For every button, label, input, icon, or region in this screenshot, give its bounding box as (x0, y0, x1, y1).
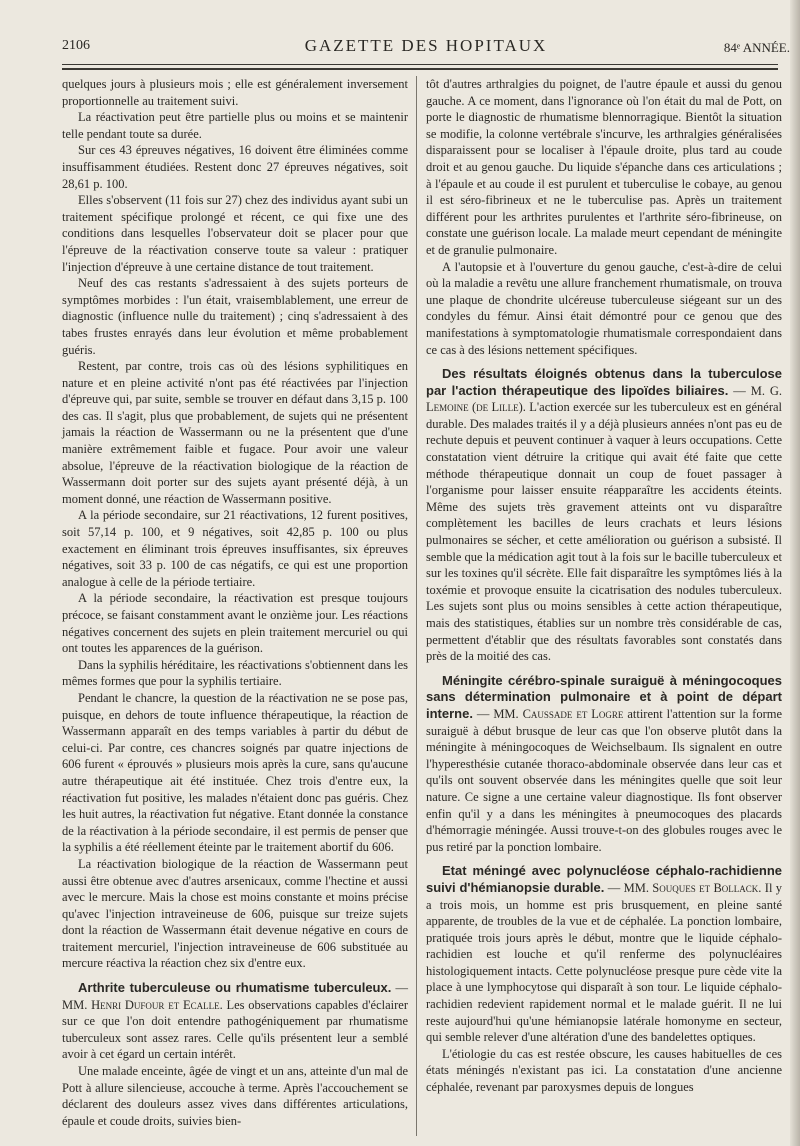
paragraph: Neuf des cas restants s'adressaient à des sujets porteurs de symptômes morbides : l'un était, vraisemblablement, une erreur de diagnostic (influence nulle du traitement) ; cinq s'adressaient à des tabes frustes enrayés dans leur évolution et même probablement guéris. (62, 276, 408, 357)
section-body: Il y a trois mois, un homme est pris brusquement, en pleine santé apparente, de troubles de la vue et de céphalée. La ponction lombaire, pratiquée trois jours après le début, montre que le liquide céphalo-rachidien est louche et qu'il renferme des polynucléaires histologiquement intacts. Cette polynucléose presque pure cède vite la place à une lymphocytose qui disparaît à son tour. Le liquide céphalo-rachidien redevient rapidement normal et le malade guérit. Il ne lui reste aujourd'hui qu'une hémianopsie latérale homonyme en secteur, qui semble relever d'une altération d'une des bandelettes optiques. (426, 880, 783, 1045)
section-arthrite: Arthrite tuberculeuse ou rhumatisme tuberculeux. — MM. Henri Dufour et Ecalle. Les observations capables d'éclairer sur ce que l'on doit entendre pathogéniquement par rhumatisme tuberculeux sont assez rares. Celle qu'ils présentent leur a semblé avoir à cet égard un certain intérêt. (62, 980, 408, 1062)
section-heading: Etat méningé avec polynucléose céphalo-rachidienne suivi d'hémianopsie durable. (426, 863, 782, 895)
paragraph: Une malade enceinte, âgée de vingt et un ans, atteinte d'un mal de Pott à allure silencieuse, accouche à terme. Après l'accouchement se déclarent des douleurs assez vives dans différentes articulations, épaule et coude droits, suivies bien- (62, 1064, 408, 1128)
paragraph: A la période secondaire, la réactivation est presque toujours précoce, se faisant constamment avant le onzième jour. Les réactions négatives concernent des sujets en plein traitement mercuriel ou qui ont toutes les apparences de la guérison. (62, 591, 408, 656)
paragraph: Restent, par contre, trois cas où des lésions syphilitiques en nature et en pleine activité n'ont pas été réactivées par l'injection d'épreuve qui, par suite, semble se trouver en défaut dans 3,15 p. 100 des cas. Il s'agit, plus que probablement, de sujets qui ne présentent jamais la réaction de Wassermann ou ne la présentent que d'une manière extrêmement faible et fugace. Pour avoir une valeur absolue, l'épreuve de la réactivation biologique de la réaction de Wassermann doit porter sur des sujets ayant présenté déjà, à un moment donné, une réaction de Wassermann positive. (62, 359, 408, 506)
section-body: L'action exercée sur les tuberculeux est en général durable. Des malades traités il y a déjà plusieurs années n'ont pas eu de rechute depuis et peuvent continuer à vaquer à leurs occupations. Cette constatation vient détruire la critique qui avait été faite que cette méthode thérapeutique donnait un coup de fouet passager à l'organisme pour laisser ensuite réapparaître les accidents éteints. Même des sujets très gravement atteints ont vu disparaître complètement les bacilles de leurs crachats et leurs lésions pulmonaires se sécher, et cette amélioration ou guérison a subsisté. Il semble que la médication agit tout à la fois sur le bacille tuberculeux et sur les toxines qu'il sécrète. Elle fait disparaître les symptômes liés à la toxémie et provoque ensuite la cicatrisation des nodules tuberculeux. Les sujets sont plus ou moins sensibles à cette action thérapeutique, mais des statistiques, établies sur un nombre très considérable de cas, permettent d'établir que des résultats favorables sont constatés dans près de la moitié des cas. (426, 400, 782, 664)
section-authors: MM. Henri Dufour et Ecalle. (62, 997, 223, 1012)
paragraph: tôt d'autres arthralgies du poignet, de l'autre épaule et aussi du genou gauche. A ce moment, dans l'ignorance où l'on était du mal de Pott, on porte le diagnostic de rhumatisme blennorragique. Bientôt la situation se modifie, la colonne vertébrale s'incurve, les arthralgies généralisées disparaissent pour se localiser à l'épaule droite, plus tard au coude droit et au genou gauche. Du liquide s'épanche dans ces articulations ; à l'épaule et au coude il est purulent et tuberculise le cobaye, au genou il est séro-fibrineux et ne le tuberculise pas. Après un traitement différent pour les arthrites purulentes et l'arthrite séro-fibrineuse, on constate une guérison locale. La malade meurt cependant de méningite et de granulie pulmonaire. (426, 77, 782, 257)
section-authors: MM. Caussade et Logre (493, 706, 624, 721)
section-authors: MM. Souques et Bollack. (623, 880, 762, 895)
running-header (62, 34, 790, 60)
journal-title: GAZETTE DES HOPITAUX (304, 36, 548, 55)
section-authors: M. G. Lemoine (de Lille). (426, 383, 782, 415)
paragraph: Elles s'observent (11 fois sur 27) chez des individus ayant subi un traitement spécifique prolongé et récent, ce qui fixe une des conditions dans lesquelles l'observateur doit se placer pour que l'épreuve de la réactivation conserve toute sa valeur : pratiquer l'injection d'épreuve à une certaine distance de tout traitement. (62, 193, 408, 274)
volume-year: 84ᵉ ANNÉE. (723, 40, 790, 55)
section-heading: Des résultats éloignés obtenus dans la tuberculose par l'action thérapeutique des lipoïdes biliaires. (426, 366, 782, 398)
section-body: attirent l'attention sur la forme suraiguë à début brusque de leur cas que l'on observe plutôt dans la méningite à méningocoques de Weichselbaum. Ils signalent en outre l'hyperesthésie cutanée thoraco-abdominale observée dans leur cas et qu'ils ont souvent observée dans les méningites quelle que soit leur nature. Ce signe a une certaine valeur diagnostique. Ils font observer enfin qu'il y a dans les méningites à pneumocoques des placards d'hémorragie méningée. Aussi trouve-t-on des globules rouges avec le pus retiré par la ponction lombaire. (426, 706, 783, 854)
page-edge-shadow (790, 0, 800, 1146)
section-body: Les observations capables d'éclairer sur ce que l'on doit entendre pathogéniquement par rhumatisme tuberculeux sont assez rares. Celle qu'ils présentent leur a semblé avoir à cet égard un certain intérêt. (62, 997, 408, 1062)
section-etat-meninge: Etat méningé avec polynucléose céphalo-rachidienne suivi d'hémianopsie durable. — MM. Souques et Bollack. Il y a trois mois, un homme est pris brusquement, en pleine santé apparente, de troubles de la vue et de céphalée. La ponction lombaire, pratiquée trois jours après le début, montre que le liquide céphalo-rachidien est louche et qu'il renferme des polynucléaires histologiquement intacts. Cette polynucléose presque pure cède vite la place à une lymphocytose qui disparaît à son tour. Le liquide céphalo-rachidien redevient rapidement normal et le malade guérit. Il ne lui reste aujourd'hui qu'une hémianopsie latérale homonyme en secteur, qui semble relever d'une altération d'une des bandelettes optiques. (426, 863, 783, 1045)
section-heading: Arthrite tuberculeuse ou rhumatisme tuberculeux. (78, 980, 392, 996)
header-rule-thin (62, 64, 778, 65)
header-rule-thick (62, 68, 778, 70)
section-meningite: Méningite cérébro-spinale suraiguë à méningocoques sans détermination pulmonaire et à point de départ interne. — MM. Caussade et Logre attirent l'attention sur la forme suraiguë à début brusque de leur cas que l'on observe plutôt dans la méningite à méningocoques de Weichselbaum. Ils signalent en outre l'hyperesthésie cutanée thoraco-abdominale observée dans leur cas et qu'ils ont souvent observée dans les méningites quelle que soit leur nature. Ce signe a une certaine valeur diagnostique. Ils font observer enfin qu'il y a dans les méningites à pneumocoques des placards d'hémorragie méningée. Aussi trouve-t-on des globules rouges avec le pus retiré par la ponction lombaire. (426, 672, 783, 854)
paragraph: A la période secondaire, sur 21 réactivations, 12 furent positives, soit 57,14 p. 100, et 9 négatives, soit 42,85 p. 100 ou plus exactement en éliminant trois épreuves insuffisantes, six épreuves négatives, soit 33 p. 100 de cas négatifs, ce qui est une proportion analogue à celle de la période tertiaire. (62, 508, 408, 589)
left-column (62, 76, 408, 1129)
paragraph: L'étiologie du cas est restée obscure, les causes habituelles de ces états méningés n'existant pas ici. La constatation d'une ancienne céphalée, revenant par paroxysmes depuis de longues (426, 1046, 782, 1095)
paragraph: Sur ces 43 épreuves négatives, 16 doivent être éliminées comme insuffisamment étudiées. Restent donc 27 épreuves négatives, soit 28,61 p. 100. (62, 143, 408, 191)
paragraph: La réactivation peut être partielle plus ou moins et se maintenir telle pendant toute sa durée. (62, 110, 408, 141)
paragraph: Pendant le chancre, la question de la réactivation ne se pose pas, puisque, en dehors de toute influence thérapeutique, la réaction de Wassermann apparaît en des temps variables à partir du début de celui-ci. Par contre, ces chancres soignés par quatre injections de 606 furent « éprouvés » plusieurs mois après la cure, sans qu'aucune autre thérapeutique ait été instituée. Chez trois d'entre eux, la réactivation fut positive, les malades n'étaient donc pas guéris. Chez les huit autres, la réactivation fut négative. Etant donnée la constance de la réactivation à la période secondaire, il est permis de penser que la syphilis a été réellement éteinte par le traitement abortif du 606. (62, 690, 408, 855)
paragraph: quelques jours à plusieurs mois ; elle est généralement inversement proportionnelle au traitement suivi. (62, 77, 408, 108)
page-number: 2106 (62, 38, 90, 53)
section-heading: Méningite cérébro-spinale suraiguë à méningocoques sans détermination pulmonaire et à point de départ interne. (426, 672, 782, 721)
section-lipoides: Des résultats éloignés obtenus dans la tuberculose par l'action thérapeutique des lipoïdes biliaires. — M. G. Lemoine (de Lille). L'action exercée sur les tuberculeux est en général durable. Des malades traités il y a déjà plusieurs années n'ont pas eu de rechute depuis et peuvent continuer à vaquer à leurs occupations. Cette constatation vient détruire la critique qui avait été faite que cette méthode thérapeutique donnait un coup de fouet passager à l'organisme pour laisser ensuite réapparaître les accidents éteints. Même des sujets très gravement atteints ont vu disparaître complètement les bacilles de leurs crachats et leurs lésions pulmonaires se sécher, et cette amélioration ou guérison a subsisté. Il semble que la médication agit tout à la fois sur le bacille tuberculeux et sur les toxines qu'il sécrète. Elle fait disparaître les symptômes liés à la toxémie et provoque ensuite la cicatrisation des nodules tuberculeux. Les sujets sont plus ou moins sensibles à cette action thérapeutique, mais des statistiques, établies sur un nombre très considérable de cas, permettent d'établir que des résultats favorables sont constatés dans près de la moitié des cas. (426, 366, 782, 664)
paragraph: La réactivation biologique de la réaction de Wassermann peut aussi être obtenue avec d'autres arsenicaux, comme l'hectine et aussi avec le mercure. Mais la chose est moins constante et moins précise qu'avec l'injection intraveineuse de 606, puisque sur treize sujets dont la réaction de Wassermann était devenue négative en cours de traitement mercuriel, l'injection intraveineuse de 606 substituée au mercure réactiva la réaction chez six d'entre eux. (62, 856, 408, 971)
column-divider (416, 76, 417, 1136)
right-column (426, 76, 782, 1096)
paragraph: A l'autopsie et à l'ouverture du genou gauche, c'est-à-dire de celui où la maladie a revêtu une allure franchement rhumatismale, on trouva une plaque de chondrite ulcéreuse tuberculeuse siégeant sur un des condyles du fémur. Ainsi était démontré pour ce genou que des manifestations à symptomatologie rhumatismale correspondaient dans ce cas à des lésions nettement spécifiques. (426, 259, 782, 357)
paragraph: Dans la syphilis héréditaire, les réactivations s'obtiennent dans les mêmes formes que pour la syphilis tertiaire. (62, 657, 408, 689)
